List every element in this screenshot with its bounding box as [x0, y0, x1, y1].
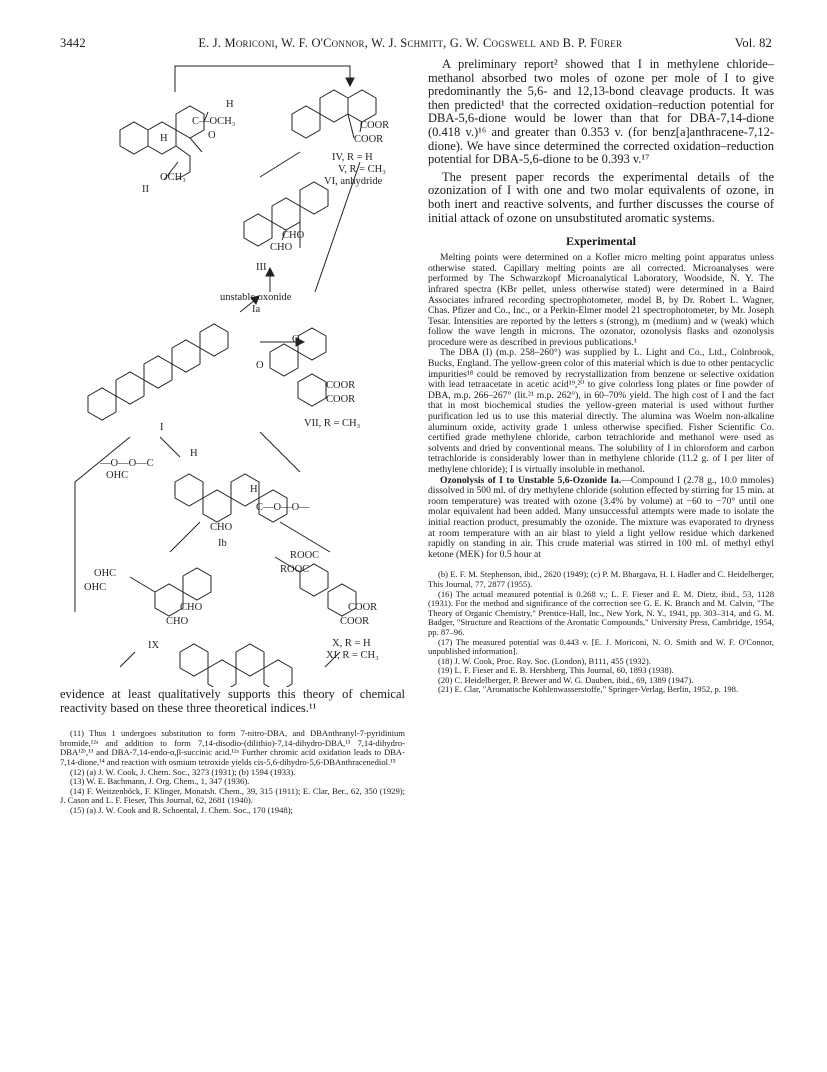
reaction-scheme: [60, 52, 405, 687]
group-label: ROOC: [290, 550, 320, 561]
footnote: (19) L. F. Fieser and E. B. Hershberg, This Journal, 60, 1893 (1938).: [438, 665, 674, 676]
group-label: O: [292, 334, 300, 345]
experimental-paragraph: Melting points were determined on a Kofler micro melting point apparatus unless otherwise stated. Capillary melting points are all corrected. Microanalyses were performed by The Schwarzkopf Microanalytical Laboratory, Woodside, N. Y. The infrared spectra (KBr pellet, unless otherwise stated) were determined in a Baird Associates infrared recording spectrophotometer, model B, by Dr. Robert L. Wagner, Chas. Pfizer and Co., Inc., or a Perkin-Elmer model 21 spectrophotometer, by Mr. Joseph Tesar. Intensities are reported by the letters s (strong), m (medium) and w (weak) which follow the wave length in microns. The ozonator, ozonolysis flasks and ozonolysis procedure were as described in previous publications.¹: [428, 252, 774, 348]
compound-label-II: II: [142, 184, 149, 195]
footnote: (13) W. E. Bachmann, J. Org. Chem., 1, 347 (1936).: [70, 776, 250, 787]
footnote: (15) (a) J. W. Cook and R. Schoental, J. Chem. Soc., 170 (1948);: [70, 804, 293, 815]
compound-label-IX: IX: [148, 640, 160, 651]
footnote: (14) F. Weitzenböck, F. Klinger, Monatsh. Chem., 39, 315 (1911); E. Clar, Ber., 62, 350 (1929); J. Cason and L. F. Fieser, This Journal, 62, 2681 (1940).: [60, 785, 405, 806]
footnote: (17) The measured potential was 0.443 v. [E. J. Moriconi, N. O. Smith and W. F. O'Connor, unpublished information].: [428, 636, 774, 657]
group-label: H: [226, 99, 234, 110]
footnote: (12) (a) J. W. Cook, J. Chem. Soc., 3273 (1931); (b) 1594 (1933).: [70, 766, 296, 777]
group-label: COOR: [326, 380, 356, 391]
compound-label-VII: VII, R = CH₃: [304, 418, 361, 429]
subsection-title: Ozonolysis of I to Unstable 5,6-Ozonide Ia.: [440, 474, 622, 486]
compound-label-V: V, R = CH₃: [338, 164, 386, 175]
footnote: (20) C. Heidelberger, P. Brewer and W. G. Dauben, ibid., 69, 1389 (1947).: [438, 674, 694, 685]
running-header: [60, 36, 772, 51]
unstable-oxonide-label: unstable oxonide: [220, 292, 292, 303]
group-label: OHC: [84, 582, 107, 593]
group-label: O: [256, 360, 264, 371]
group-label: CHO: [270, 242, 293, 253]
section-title: Experimental: [566, 234, 636, 249]
group-label: H: [190, 448, 198, 459]
intro-paragraph: A preliminary report² showed that I in methylene chloride–methanol absorbed two moles of ozone per mole of I to give predominantly the 5,6- and 12,13-bond cleavage products. It was then predicted¹ that the corrected oxidation–reduction potential for DBA-5,6-dione would be lower than that for DBA-7,14-dione (0.418 v.)¹⁶ and greater than 0.353 v. (for benz[a]anthracene-7,12-dione). We have since determined the corrected oxidation–reduction potential for DBA-5,6-dione to be 0.393 v.¹⁷: [428, 57, 774, 167]
group-label: COOR: [354, 134, 384, 145]
group-label: COOR: [340, 616, 370, 627]
right-column: [428, 58, 774, 695]
group-label: OCH₃: [160, 172, 186, 183]
compound-label-Ia: Ia: [252, 304, 261, 315]
group-label: OHC: [106, 470, 129, 481]
group-label: ROOC: [280, 564, 310, 575]
subsection-text: —Compound I (2.78 g., 10.0 mmoles) dissolved in 500 ml. of dry methylene chloride (solution effected by stirring for 15 min. at room temperature) was treated with ozone (3.4% by volume) at −60 to −70° until one molar equivalent had been added. Many unsuccessful attempts were made to isolate the initial reaction product, presumably the ozonide. The mixture was evaporated to dryness at room temperature with an air blast to yield a light yellow residue which darkened rapidly on standing in air. This crude material was stirred in 100 ml. of methyl ethyl ketone (MEK) for 0.5 hour at: [428, 474, 774, 560]
group-label: —O—O—C: [100, 458, 154, 469]
author-line: E. J. Moriconi, W. F. O'Connor, W. J. Schmitt, G. W. Cogswell and B. P. Fürer: [198, 36, 623, 50]
compound-label-Ib: Ib: [218, 538, 227, 549]
compound-label-VI: VI, anhydride: [324, 176, 383, 187]
left-paragraph: evidence at least qualitatively supports this theory of chemical reactivity based on these three theoretical indices.¹¹: [60, 687, 405, 715]
compound-label-XI: XI, R = CH₃: [326, 650, 379, 661]
group-label: CHO: [166, 616, 189, 627]
experimental-paragraph: The DBA (I) (m.p. 258–260°) was supplied by L. Light and Co., Ltd., Colnbrook, Bucks, England. The yellow-green color of this material which is due to other pentacyclic impurities¹⁸ could be removed by recrystallization from benzene or selective oxidation with lead tetraacetate in acetic acid¹⁹,²⁰ to give colorless long plates or fine powder of DBA, m.p. 266–267° (lit.²¹ m.p. 262°), in 60–70% yield. The high cost of I and the fact that in most biochemical studies the yellow-green material is used without further purification led us to use this material directly. The alumina was Woelm non-alkaline aluminum oxide, activity grade 1 unless otherwise specified. Fisher Scientific Co. certified grade methylene chloride, carbon tetrachloride and methanol were used as solvents and dried by conventional means. The solubility of I in chloroform and carbon tetrachloride is considerably lower than in methylene chloride (11.2 g. of I per liter of methylene chloride); I is virtually insoluble in methanol.: [428, 347, 774, 475]
group-label: CHO: [282, 230, 305, 241]
left-footnotes: [60, 729, 405, 815]
intro-paragraph-2: The present paper records the experimental details of the ozonization of I with one and two molar equivalents of ozone, in both inert and reactive solvents, and further discusses the course of initial attack of ozone on unsubstituted aromatic systems.: [428, 169, 774, 225]
group-label: CHO: [180, 602, 203, 613]
group-label: OHC: [94, 568, 117, 579]
compound-label-III: III: [256, 262, 267, 273]
compound-label-X: X, R = H: [332, 638, 371, 649]
footnote: (16) The actual measured potential is 0.268 v.; L. F. Fieser and E. M. Dietz, ibid., 53, 1128 (1931). For the method and significance of the correction see G. E. K. Branch and M. Calvin, "The Theory of Organic Chemistry," Prentice-Hall, Inc., New York, N. Y., 1941, pp. 303–314, and G. M. Badger, "Structure and Reactions of the Aromatic Compounds," University Press, Cambridge, 1954, pp. 87–96.: [428, 588, 774, 637]
left-column: [60, 688, 405, 816]
group-label: H: [250, 484, 258, 495]
footnote: (b) E. F. M. Stephenson, ibid., 2620 (1949); (c) P. M. Bhargava, H. I. Hadler and C. Heidelberger, This Journal, 77, 2877 (1955).: [428, 569, 774, 589]
group-label: H: [160, 133, 168, 144]
group-label: COOR: [360, 120, 390, 131]
footnote: (21) E. Clar, "Aromatische Kohlenwasserstoffe," Springer-Verlag, Berlin, 1952, p. 198.: [438, 684, 739, 695]
group-label: CHO: [210, 522, 233, 533]
group-label: C—O—O—: [256, 502, 310, 513]
group-label: COOR: [326, 394, 356, 405]
footnote: (18) J. W. Cook, Proc. Roy. Soc. (London), B111, 455 (1932).: [438, 655, 651, 666]
group-label: C—OCH₃: [192, 116, 236, 127]
compound-label-IV: IV, R = H: [332, 152, 373, 163]
volume: Vol. 82: [734, 36, 772, 50]
page-number: 3442: [60, 36, 86, 50]
right-footnotes: [428, 570, 774, 695]
compound-label-I: I: [160, 422, 164, 433]
footnote: (11) Thus 1 undergoes substitution to form 7-nitro-DBA, and DBAnthranyl-7-pyridinium bromide,¹²ᵃ and addition to form 7,14-disodio-(dilithio)-7,14-dihydro-DBA,¹³ 7,14-dihydro-DBA¹²ᵇ,¹³ and DBA-7,14-endo-α,β-succinic acid.¹²ᵃ Further chromic acid oxidation leads to DBA-7,14-dione,¹⁴ and reaction with osmium tetroxide yields cis-5,6-dihydro-5,6-DBAnthracenediol.¹⁵: [60, 728, 405, 767]
group-label: COOR: [348, 602, 378, 613]
experimental-paragraph: [428, 476, 774, 561]
group-label: O: [208, 130, 216, 141]
